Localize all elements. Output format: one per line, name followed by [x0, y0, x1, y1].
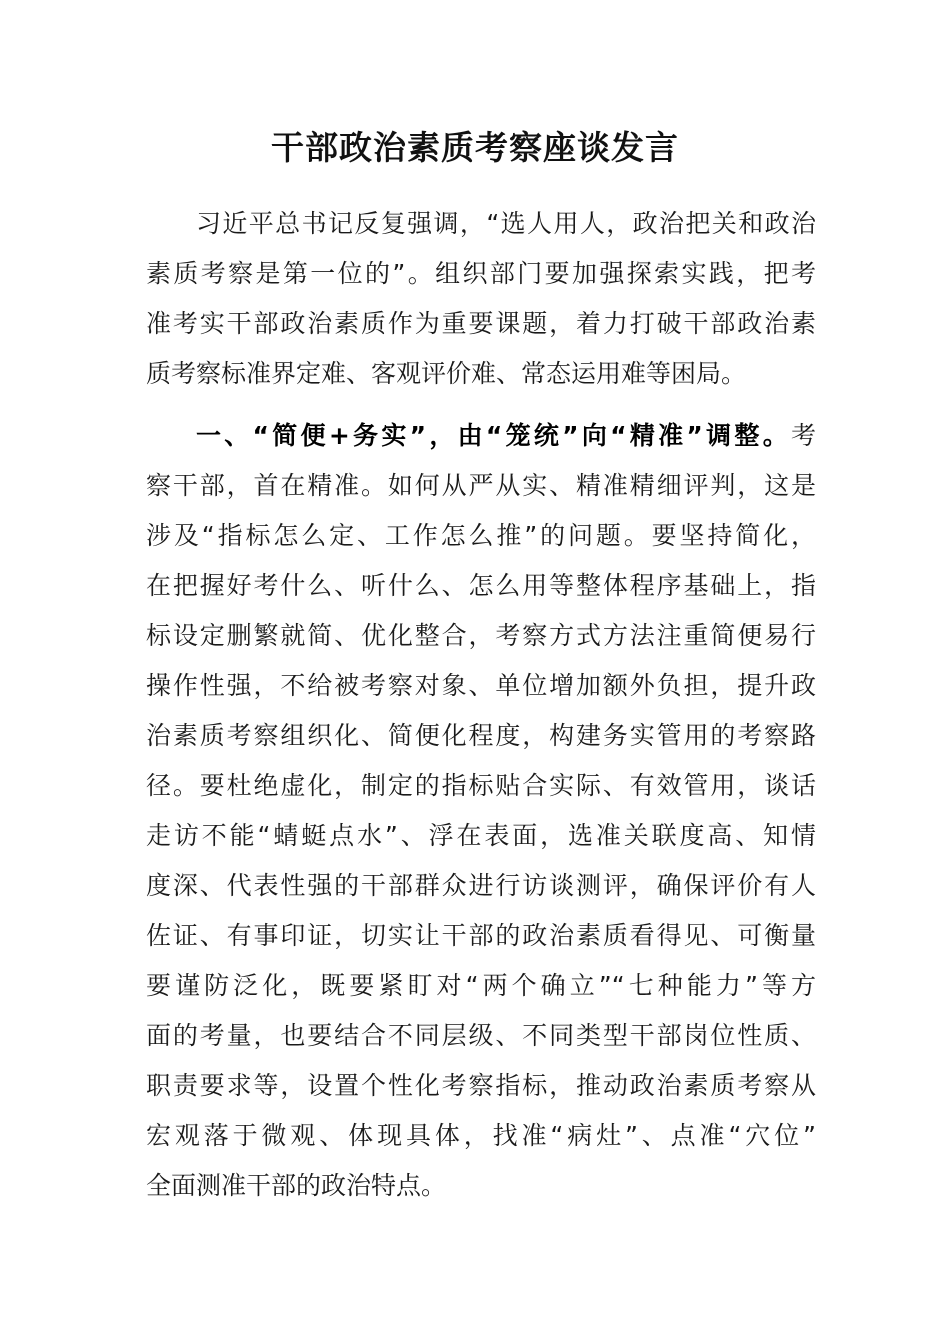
- paragraph-2-line-1-rest: 考: [790, 421, 816, 450]
- paragraph-2-line-1: [196, 411, 816, 461]
- paragraph-1-line-3: 准考实干部政治素质作为重要课题，着力打破干部政治素: [146, 309, 816, 338]
- paragraph-2-line-15: 宏观落于微观、体现具体，找准“病灶”、点准“穴位”: [146, 1121, 816, 1150]
- paragraph-2-line-16: 全面测准干部的政治特点。: [146, 1171, 447, 1200]
- paragraph-2-line-4: 在把握好考什么、听什么、怎么用等整体程序基础上，指: [146, 571, 816, 600]
- paragraph-2-line-9: 走访不能“蜻蜓点水”、浮在表面，选准关联度高、知情: [146, 821, 816, 850]
- paragraph-2-line-6: 操作性强，不给被考察对象、单位增加额外负担，提升政: [146, 671, 816, 700]
- paragraph-2-line-2: 察干部，首在精准。如何从严从实、精准精细评判，这是: [146, 471, 816, 500]
- paragraph-2-line-12: 要谨防泛化，既要紧盯对“两个确立”“七种能力”等方: [146, 971, 816, 1000]
- document-title: 干部政治素质考察座谈发言: [271, 128, 679, 167]
- paragraph-2-line-8: 径。要杜绝虚化，制定的指标贴合实际、有效管用，谈话: [146, 771, 816, 800]
- paragraph-1-line-2: 素质考察是第一位的”。组织部门要加强探索实践，把考: [146, 259, 816, 288]
- paragraph-2-line-11: 佐证、有事印证，切实让干部的政治素质看得见、可衡量: [146, 921, 816, 950]
- paragraph-2-line-10: 度深、代表性强的干部群众进行访谈测评，确保评价有人: [146, 871, 816, 900]
- paragraph-2-line-14: 职责要求等，设置个性化考察指标，推动政治素质考察从: [146, 1071, 816, 1100]
- paragraph-2-line-3: 涉及“指标怎么定、工作怎么推”的问题。要坚持简化，: [146, 521, 816, 550]
- paragraph-2-line-13: 面的考量，也要结合不同层级、不同类型干部岗位性质、: [146, 1021, 816, 1050]
- paragraph-2-line-5: 标设定删繁就简、优化整合，考察方式方法注重简便易行: [146, 621, 816, 650]
- paragraph-1-line-4: 质考察标准界定难、客观评价难、常态运用难等困局。: [146, 359, 747, 388]
- paragraph-1-line-1: 习近平总书记反复强调，“选人用人，政治把关和政治: [196, 209, 816, 238]
- paragraph-2-line-7: 治素质考察组织化、简便化程度，构建务实管用的考察路: [146, 721, 816, 750]
- section-heading: 一、“简便+务实”，由“笼统”向“精准”调整。: [196, 421, 791, 450]
